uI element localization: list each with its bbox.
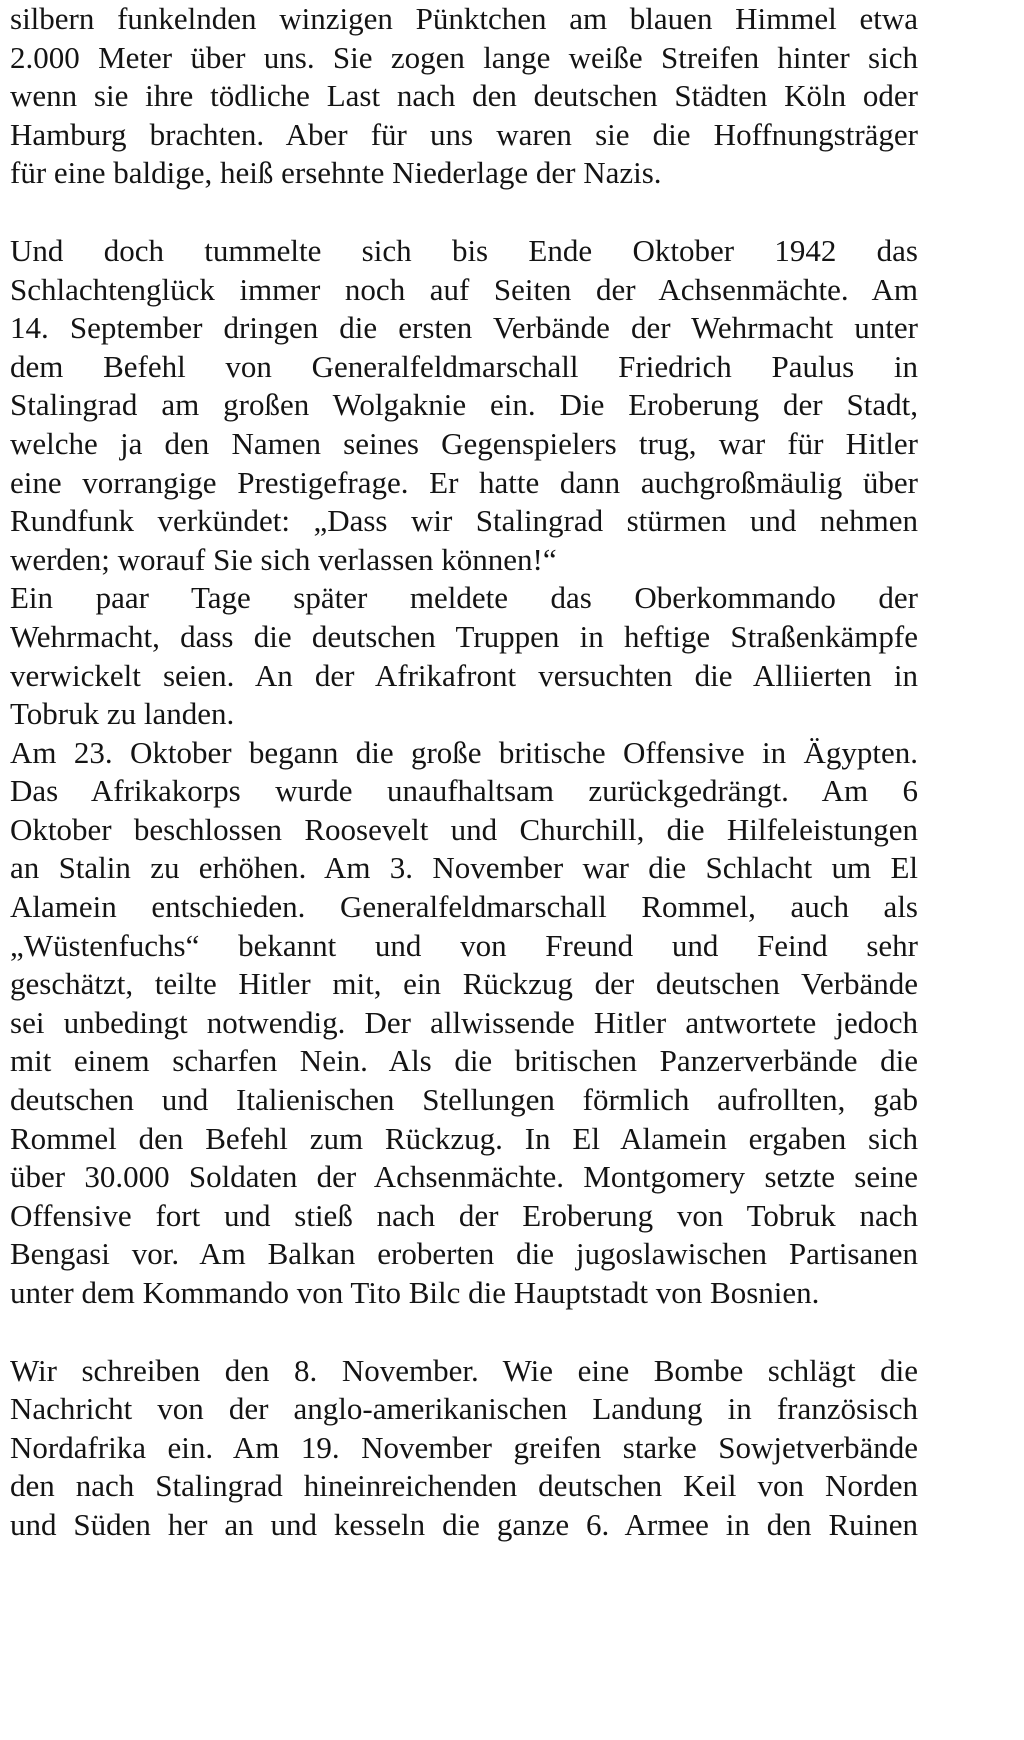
- text-line: für eine baldige, heiß ersehnte Niederlage der Nazis.: [10, 155, 662, 191]
- text-line: über 30.000 Soldaten der Achsenmächte. Montgomery setzte seine: [10, 1159, 918, 1195]
- text-line: Offensive fort und stieß nach der Eroberung von Tobruk nach: [10, 1197, 918, 1233]
- paragraph-1: [10, 0, 918, 193]
- text-line: welche ja den Namen seines Gegenspielers trug, war für Hitler: [10, 425, 918, 461]
- text-line: den nach Stalingrad hineinreichenden deutschen Keil von Norden: [10, 1468, 918, 1504]
- paragraph-spacer: [10, 193, 918, 232]
- text-line: Tobruk zu landen.: [10, 696, 235, 732]
- text-line: 14. September dringen die ersten Verbände der Wehrmacht unter: [10, 310, 918, 346]
- paragraph-2: [10, 232, 918, 579]
- text-line: Schlachtenglück immer noch auf Seiten der Achsenmächte. Am: [10, 271, 918, 307]
- paragraph-5: [10, 1352, 918, 1545]
- document-page: [10, 0, 918, 1545]
- text-line: „Wüstenfuchs“ bekannt und von Freund und Feind sehr: [10, 927, 918, 963]
- text-line: Ein paar Tage später meldete das Oberkommando der: [10, 580, 918, 616]
- text-line: Oktober beschlossen Roosevelt und Churchill, die Hilfeleistungen: [10, 811, 918, 847]
- text-line: Rommel den Befehl zum Rückzug. In El Alamein ergaben sich: [10, 1120, 918, 1156]
- text-line: deutschen und Italienischen Stellungen förmlich aufrollten, gab: [10, 1082, 918, 1118]
- text-line: sei unbedingt notwendig. Der allwissende Hitler antwortete jedoch: [10, 1004, 918, 1040]
- text-line: geschätzt, teilte Hitler mit, ein Rückzug der deutschen Verbände: [10, 966, 918, 1002]
- paragraph-4: [10, 734, 918, 1313]
- text-line: mit einem scharfen Nein. Als die britischen Panzerverbände die: [10, 1043, 918, 1079]
- text-line: Stalingrad am großen Wolgaknie ein. Die Eroberung der Stadt,: [10, 387, 918, 423]
- text-line: Rundfunk verkündet: „Dass wir Stalingrad stürmen und nehmen: [10, 503, 918, 539]
- text-line: verwickelt seien. An der Afrikafront versuchten die Alliierten in: [10, 657, 918, 693]
- text-line: 2.000 Meter über uns. Sie zogen lange weiße Streifen hinter sich: [10, 39, 918, 75]
- text-line: silbern funkelnden winzigen Pünktchen am blauen Himmel etwa: [10, 1, 918, 36]
- text-line: unter dem Kommando von Tito Bilc die Hauptstadt von Bosnien.: [10, 1275, 820, 1310]
- text-line: Wir schreiben den 8. November. Wie eine Bombe schlägt die: [10, 1352, 918, 1388]
- text-line: werden; worauf Sie sich verlassen können!“: [10, 541, 557, 577]
- paragraph-3: [10, 579, 918, 733]
- text-line: dem Befehl von Generalfeldmarschall Friedrich Paulus in: [10, 348, 918, 384]
- paragraph-spacer: [10, 1313, 918, 1352]
- text-line: an Stalin zu erhöhen. Am 3. November war die Schlacht um El: [10, 850, 918, 886]
- text-line: Nachricht von der anglo-amerikanischen Landung in französisch: [10, 1391, 918, 1427]
- text-line: Alamein entschieden. Generalfeldmarschall Rommel, auch als: [10, 889, 918, 925]
- text-line: wenn sie ihre tödliche Last nach den deutschen Städten Köln oder: [10, 78, 918, 114]
- text-line: und Süden her an und kesseln die ganze 6. Armee in den Ruinen: [10, 1506, 918, 1542]
- text-line: Bengasi vor. Am Balkan eroberten die jugoslawischen Partisanen: [10, 1236, 918, 1272]
- text-line: Das Afrikakorps wurde unaufhaltsam zurückgedrängt. Am 6: [10, 773, 918, 809]
- text-line: eine vorrangige Prestigefrage. Er hatte dann auchgroßmäulig über: [10, 464, 918, 500]
- text-line: Nordafrika ein. Am 19. November greifen starke Sowjetverbände: [10, 1429, 918, 1465]
- text-line: Am 23. Oktober begann die große britische Offensive in Ägypten.: [10, 734, 918, 770]
- text-line: Wehrmacht, dass die deutschen Truppen in heftige Straßenkämpfe: [10, 618, 918, 654]
- text-line: Hamburg brachten. Aber für uns waren sie die Hoffnungsträger: [10, 116, 918, 152]
- text-line: Und doch tummelte sich bis Ende Oktober 1942 das: [10, 232, 918, 268]
